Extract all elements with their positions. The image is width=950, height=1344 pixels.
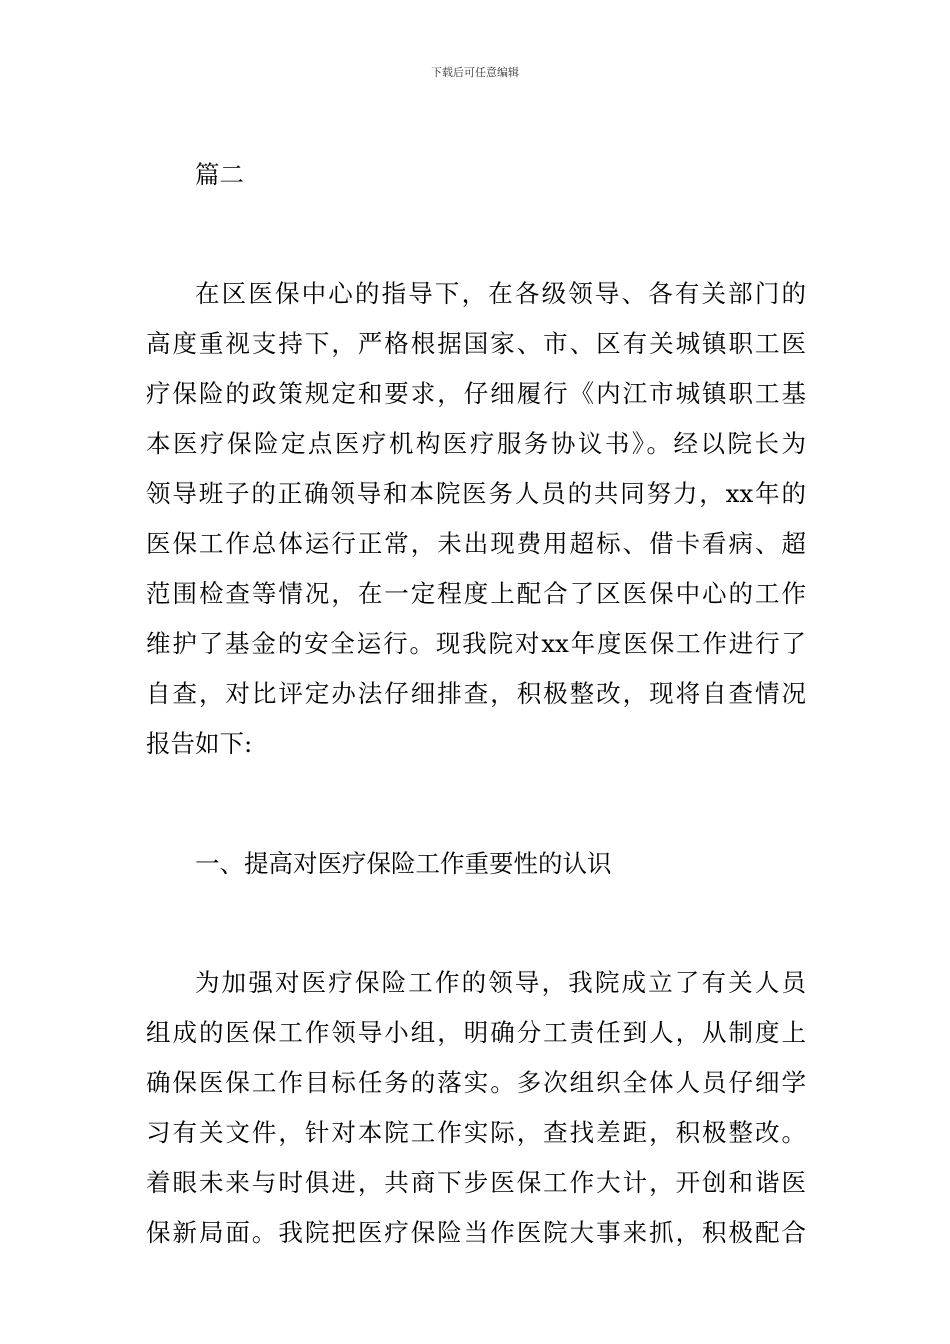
intro-line: 报告如下: — [146, 729, 253, 758]
section-1-paragraph — [146, 958, 806, 1258]
section-1-line: 为加强对医疗保险工作的领导，我院成立了有关人员 — [195, 968, 806, 997]
heading-1: 一、提高对医疗保险工作重要性的认识 — [195, 849, 612, 878]
section-1-line: 保新局面。我院把医疗保险当作医院大事来抓，积极配合 — [146, 1218, 806, 1247]
intro-line: 本医疗保险定点医疗机构医疗服务协议书》。经以院长为 — [146, 429, 806, 458]
intro-line: 自查，对比评定办法仔细排查，积极整改，现将自查情况 — [146, 679, 806, 708]
section-1-line: 习有关文件，针对本院工作实际，查找差距，积极整改。 — [146, 1118, 806, 1147]
intro-line: 领导班子的正确领导和本院医务人员的共同努力，xx年的 — [146, 479, 806, 508]
intro-line: 医保工作总体运行正常，未出现费用超标、借卡看病、超 — [146, 529, 806, 558]
header-note: 下载后可任意编辑 — [431, 66, 519, 79]
intro-line: 疗保险的政策规定和要求，仔细履行《内江市城镇职工基 — [146, 379, 806, 408]
intro-line: 在区医保中心的指导下，在各级领导、各有关部门的 — [195, 279, 806, 308]
intro-line: 维护了基金的安全运行。现我院对xx年度医保工作进行了 — [146, 629, 806, 658]
document-body — [146, 150, 806, 1258]
section-1-line: 组成的医保工作领导小组，明确分工责任到人，从制度上 — [146, 1018, 806, 1047]
intro-line: 高度重视支持下，严格根据国家、市、区有关城镇职工医 — [146, 329, 806, 358]
section-title: 篇二 — [195, 160, 244, 189]
intro-line: 范围检查等情况，在一定程度上配合了区医保中心的工作 — [146, 579, 806, 608]
section-1-line: 确保医保工作目标任务的落实。多次组织全体人员仔细学 — [146, 1068, 806, 1097]
section-1-line: 着眼未来与时俱进，共商下步医保工作大计，开创和谐医 — [146, 1168, 806, 1197]
intro-paragraph — [146, 269, 806, 769]
